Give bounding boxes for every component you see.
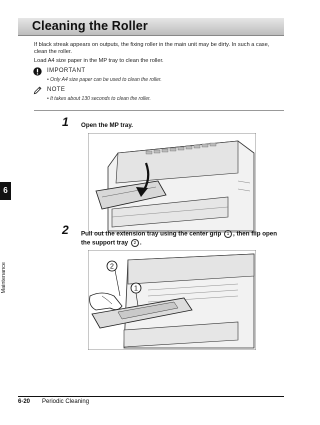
footer-page-number: 6-20 (18, 399, 31, 405)
illustration-extension-tray (88, 250, 256, 350)
callout-1-label: 1 (134, 285, 138, 293)
callout-2-label: 2 (110, 263, 114, 271)
intro-line-3: Load A4 size paper in the MP tray to clean the roller. (34, 58, 164, 64)
step-1-text: Open the MP tray. (81, 122, 134, 129)
step-2-number: 2 (62, 223, 69, 237)
callout-marker-1: 1 (224, 230, 232, 238)
important-heading: IMPORTANT (47, 68, 86, 74)
pencil-icon (33, 86, 42, 95)
divider (34, 110, 284, 111)
intro-line-1: If black streak appears on outputs, the fixing roller in the main unit may be dirty. In such a case, (34, 42, 270, 48)
step-2-text: Pull out the extension tray using the center grip 1 , then flip open the support tray 2 . (81, 230, 278, 247)
footer-rule (18, 396, 284, 397)
important-bullet: • Only A4 size paper can be used to clean the roller. (47, 77, 162, 83)
chapter-tab: 6 (0, 182, 11, 200)
intro-line-2: clean the roller. (34, 49, 72, 55)
important-icon (33, 67, 42, 76)
footer-section-title: Periodic Cleaning (42, 399, 90, 405)
illustration-open-mp-tray (88, 133, 256, 233)
note-bullet: • It takes about 130 seconds to clean the roller. (47, 96, 151, 102)
step-1-number: 1 (62, 115, 69, 129)
chapter-label: Maintenance (1, 262, 7, 294)
section-title-bar (18, 18, 284, 36)
note-heading: NOTE (47, 87, 66, 93)
page-title: Cleaning the Roller (32, 19, 148, 33)
callout-marker-2: 2 (131, 239, 139, 247)
